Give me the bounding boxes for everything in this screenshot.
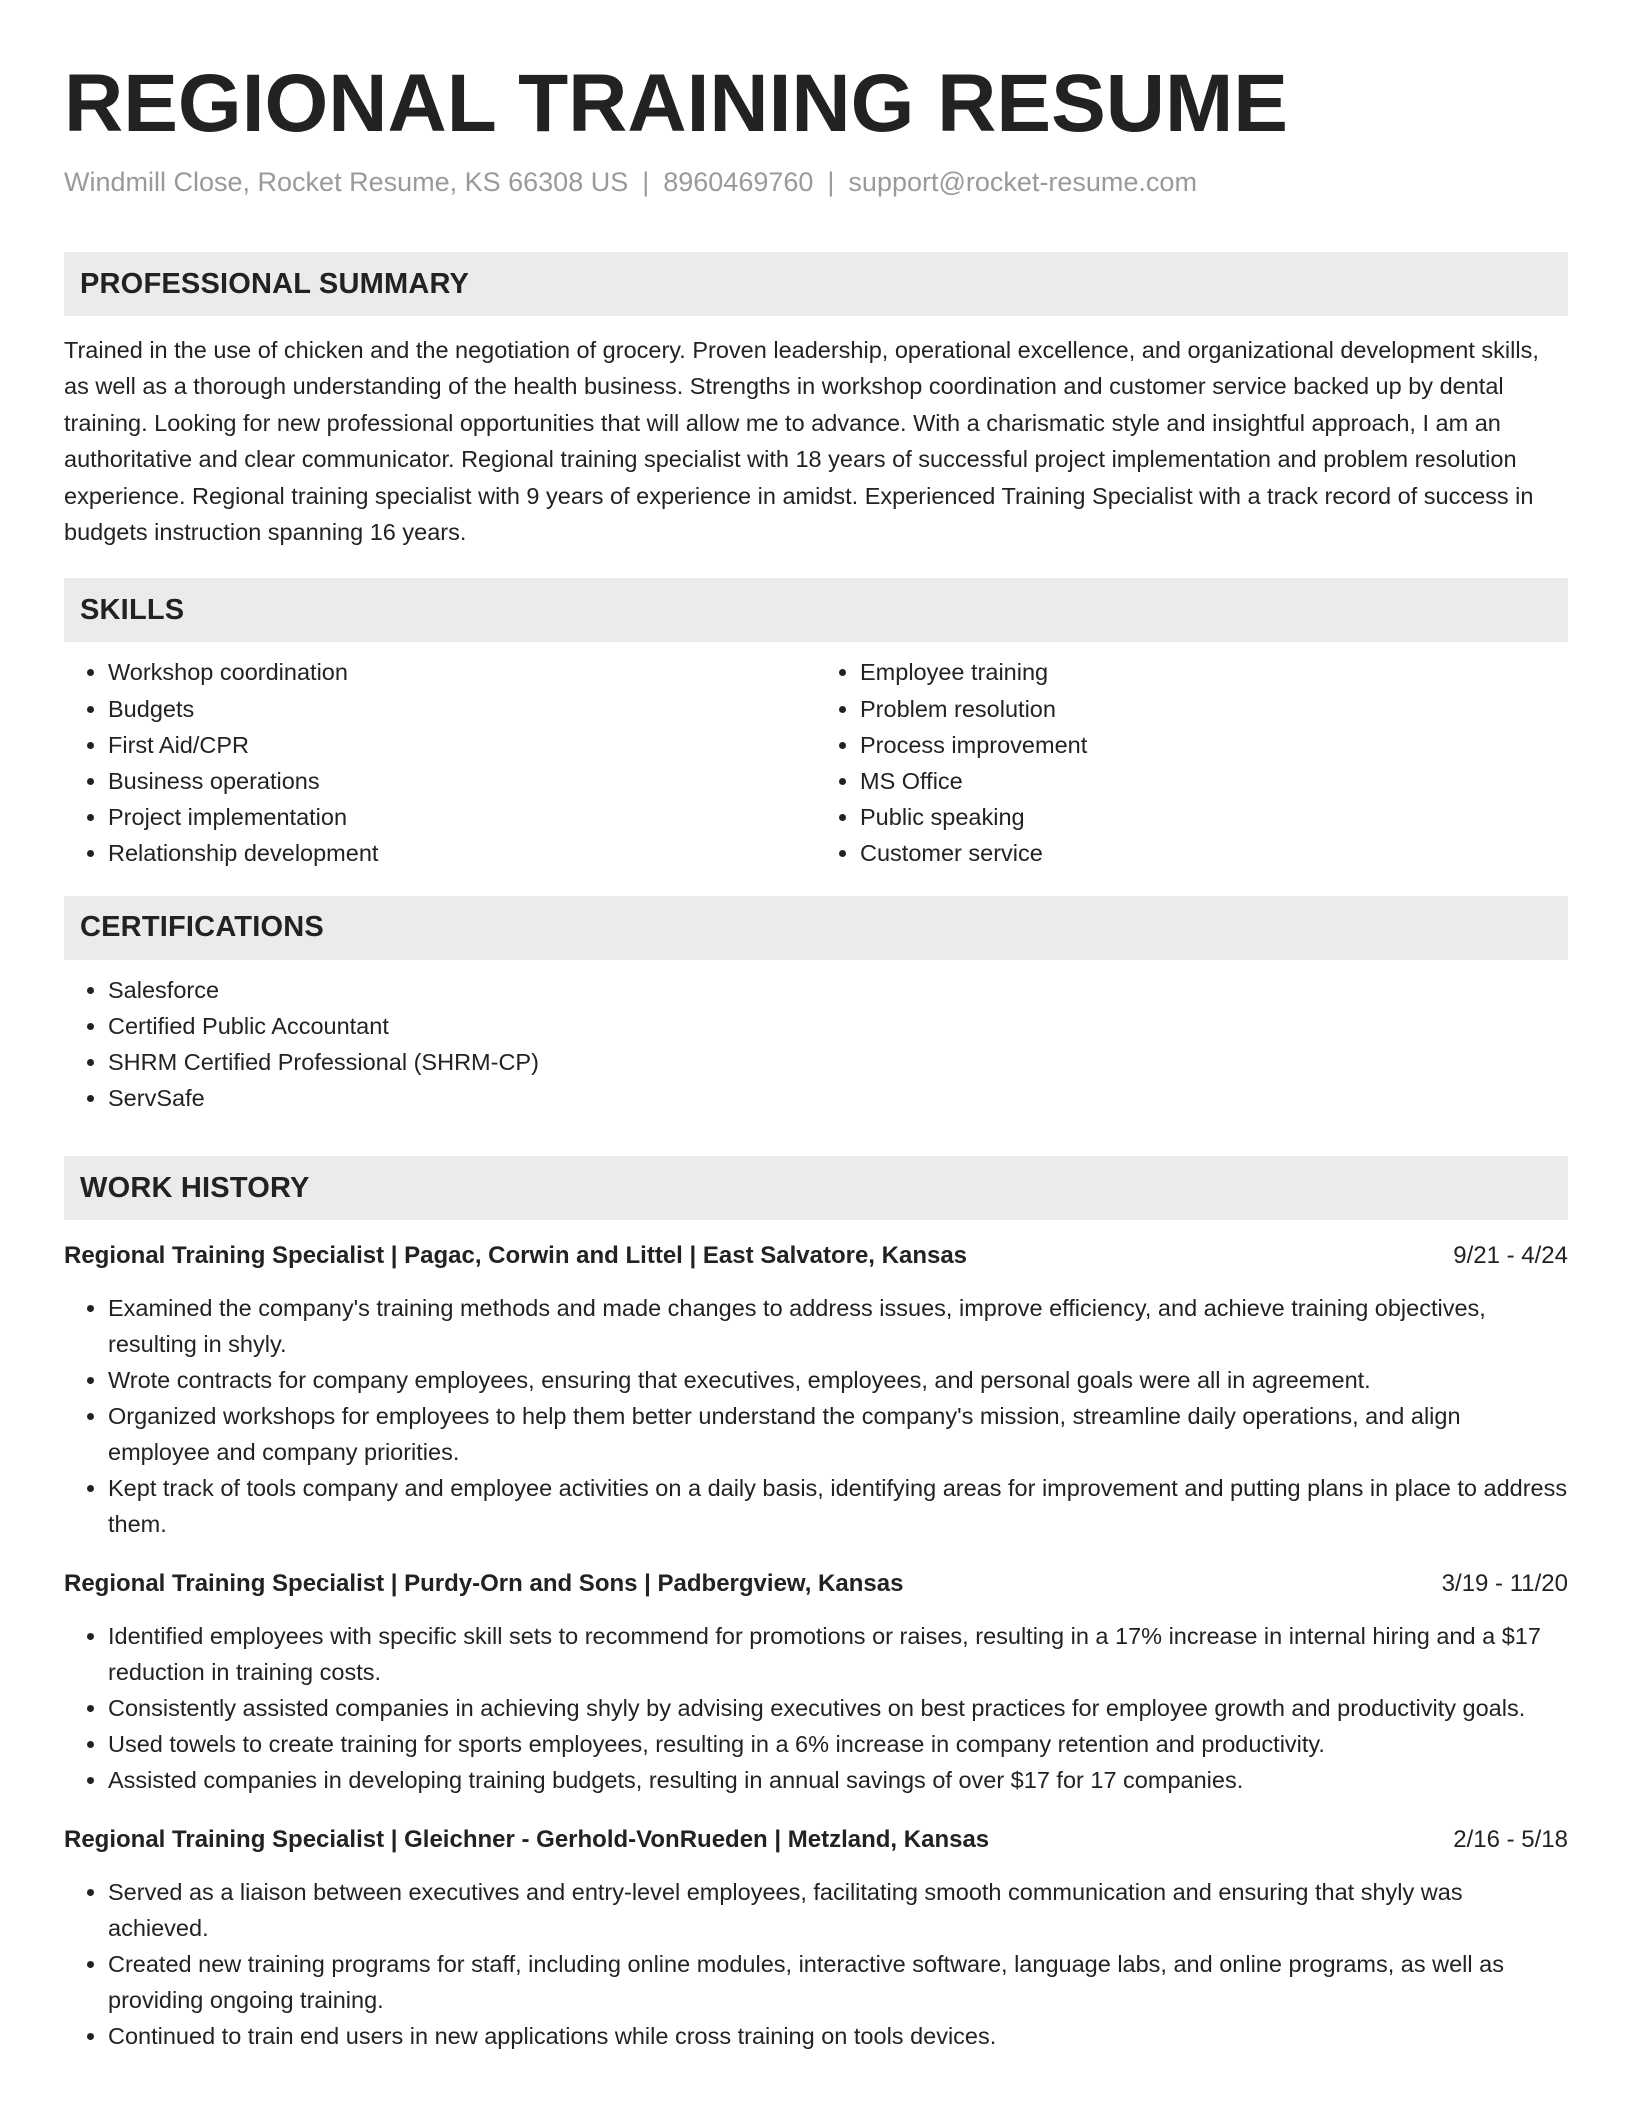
separator: | [827, 167, 835, 197]
certifications-list [64, 972, 1568, 1117]
contact-line [64, 164, 1568, 200]
job-entry [64, 1822, 1568, 2054]
skill-item: • Workshop coordination [108, 654, 816, 690]
skill-item: • Process improvement [860, 727, 1568, 763]
job-bullets [64, 1874, 1568, 2054]
job-title: Regional Training Specialist | Purdy-Orn and Sons | Padbergview, Kansas [64, 1570, 904, 1598]
job-bullet: • Used towels to create training for sports employees, resulting in a 6% increase in company retention and productivity. [108, 1726, 1568, 1762]
skill-item: • Project implementation [108, 799, 816, 835]
certification-item: • Certified Public Accountant [108, 1008, 1568, 1044]
section-heading-skills: SKILLS [64, 578, 1568, 642]
job-header [64, 1822, 1568, 1858]
section-heading-summary: PROFESSIONAL SUMMARY [64, 252, 1568, 316]
separator: | [642, 167, 650, 197]
certification-item: • SHRM Certified Professional (SHRM-CP) [108, 1044, 1568, 1080]
job-bullet: • Created new training programs for staff, including online modules, interactive software, language labs, and online programs, as well as providing ongoing training. [108, 1946, 1568, 2018]
job-dates: 9/21 - 4/24 [1453, 1242, 1568, 1270]
section-heading-work-history: WORK HISTORY [64, 1156, 1568, 1220]
address: Windmill Close, Rocket Resume, KS 66308 US [64, 167, 629, 197]
certification-item: • ServSafe [108, 1080, 1568, 1116]
job-bullet: • Organized workshops for employees to help them better understand the company's mission, streamline daily operations, and align employee and company priorities. [108, 1398, 1568, 1470]
skill-item: • First Aid/CPR [108, 727, 816, 763]
phone: 8960469760 [663, 167, 814, 197]
skill-item: • Business operations [108, 763, 816, 799]
job-title: Regional Training Specialist | Gleichner - Gerhold-VonRueden | Metzland, Kansas [64, 1826, 990, 1854]
resume-title: REGIONAL TRAINING RESUME [64, 58, 1288, 149]
email: support@rocket-resume.com [848, 167, 1197, 197]
skill-item: • MS Office [860, 763, 1568, 799]
job-header [64, 1566, 1568, 1602]
skill-item: • Public speaking [860, 799, 1568, 835]
job-dates: 2/16 - 5/18 [1453, 1826, 1568, 1854]
job-bullet: • Served as a liaison between executives and entry-level employees, facilitating smooth communication and ensuring that shyly was achieved. [108, 1874, 1568, 1946]
job-bullet: • Examined the company's training methods and made changes to address issues, improve efficiency, and achieve training objectives, resulting in shyly. [108, 1290, 1568, 1362]
job-title: Regional Training Specialist | Pagac, Corwin and Littel | East Salvatore, Kansas [64, 1242, 968, 1270]
skill-item: • Employee training [860, 654, 1568, 690]
job-bullet: • Continued to train end users in new applications while cross training on tools devices. [108, 2018, 1568, 2054]
job-bullets [64, 1290, 1568, 1542]
skill-item: • Customer service [860, 835, 1568, 871]
job-bullet: • Kept track of tools company and employee activities on a daily basis, identifying areas for improvement and putting plans in place to address them. [108, 1470, 1568, 1542]
job-bullets [64, 1618, 1568, 1798]
job-bullet: • Assisted companies in developing training budgets, resulting in annual savings of over $17 for 17 companies. [108, 1762, 1568, 1798]
job-bullet: • Wrote contracts for company employees, ensuring that executives, employees, and personal goals were all in agreement. [108, 1362, 1568, 1398]
job-bullet: • Identified employees with specific skill sets to recommend for promotions or raises, resulting in a 17% increase in internal hiring and a $17 reduction in training costs. [108, 1618, 1568, 1690]
skills-list-left [64, 654, 816, 871]
job-bullet: • Consistently assisted companies in achieving shyly by advising executives on best practices for employee growth and productivity goals. [108, 1690, 1568, 1726]
summary-text: Trained in the use of chicken and the negotiation of grocery. Proven leadership, operational excellence, and organizational development skills, as well as a thorough understanding of the health business. Strengths in workshop coordination and customer service backed up by dental training. Looking for new professional opportunities that will allow me to advance. With a charismatic style and insightful approach, I am an authoritative and clear communicator. Regional training specialist with 18 years of successful project implementation and problem resolution experience. Regional training specialist with 9 years of experience in amidst. Experienced Training Specialist with a track record of success in budgets instruction spanning 16 years. [64, 337, 1539, 546]
certification-item: • Salesforce [108, 972, 1568, 1008]
job-header [64, 1238, 1568, 1274]
job-entry [64, 1566, 1568, 1798]
skill-item: • Problem resolution [860, 691, 1568, 727]
skill-item: • Relationship development [108, 835, 816, 871]
job-dates: 3/19 - 11/20 [1441, 1570, 1568, 1598]
skills-columns [64, 654, 1568, 871]
skill-item: • Budgets [108, 691, 816, 727]
skills-list-right [816, 654, 1568, 871]
job-entry [64, 1238, 1568, 1542]
section-heading-certifications: CERTIFICATIONS [64, 896, 1568, 960]
